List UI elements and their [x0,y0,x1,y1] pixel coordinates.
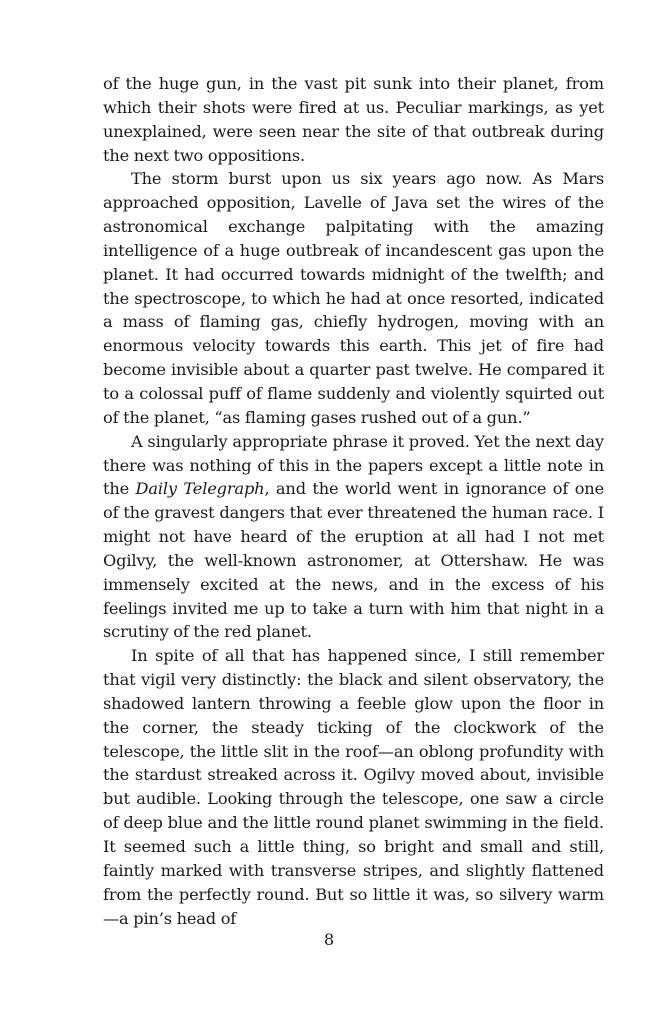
paragraph-4-text: In spite of all that has happened since, I still remember that vigil very distinctly: the black and silent observatory, the shadowed lantern throwing a feeble glow upon the floor in the corner, the steady ticking of the clockwork of the telescope, the little slit in the roof—an oblong profundity with the stardust streaked across it. Ogilvy moved about, invisible but audible. Looking through the telescope, one saw a circle of deep blue and the little round planet swimming in the field. It seemed such a little thing, so bright and small and still, faintly marked with transverse stripes, and slightly flattened from the perfectly round. But so little it was, so silvery warm—a pin’s head of [103,646,604,928]
newspaper-title: Daily Telegraph [135,479,265,499]
paragraph-3 [103,430,604,645]
paragraph-3-text-end: , and the world went in ignorance of one of the gravest dangers that ever threatened the human race. I might not have heard of the eruption at all had I not met Ogilvy, the well-known astronomer, at Ottershaw. He was immensely excited at the news, and in the excess of his feelings invited me up to take a turn with him that night in a scrutiny of the red planet. [103,479,604,642]
paragraph-4 [103,644,604,930]
page-number: 8 [323,930,335,949]
paragraph-2-text: The storm burst upon us six years ago now. As Mars approached opposition, Lavelle of Java set the wires of the astronomical exchange palpitating with the amazing intelligence of a huge outbreak of incandescent gas upon the planet. It had occurred towards midnight of the twelfth; and the spectroscope, to which he had at once resorted, indicated a mass of flaming gas, chiefly hydrogen, moving with an enormous velocity towards this earth. This jet of fire had become invisible about a quarter past twelve. He compared it to a colossal puff of flame suddenly and violently squirted out of the planet, “as flaming gases rushed out of a gun.” [103,169,604,427]
paragraph-1 [103,72,604,167]
body-text [103,72,604,930]
paragraph-1-text: of the huge gun, in the vast pit sunk into their planet, from which their shots were fired at us. Peculiar markings, as yet unexplained, were seen near the site of that outbreak during the next two oppositions. [103,74,604,165]
paragraph-2 [103,167,604,429]
paragraph-3-text-start: A singularly appropriate phrase it proved. Yet the next day there was nothing of this in the papers except a little note in the [103,431,604,499]
